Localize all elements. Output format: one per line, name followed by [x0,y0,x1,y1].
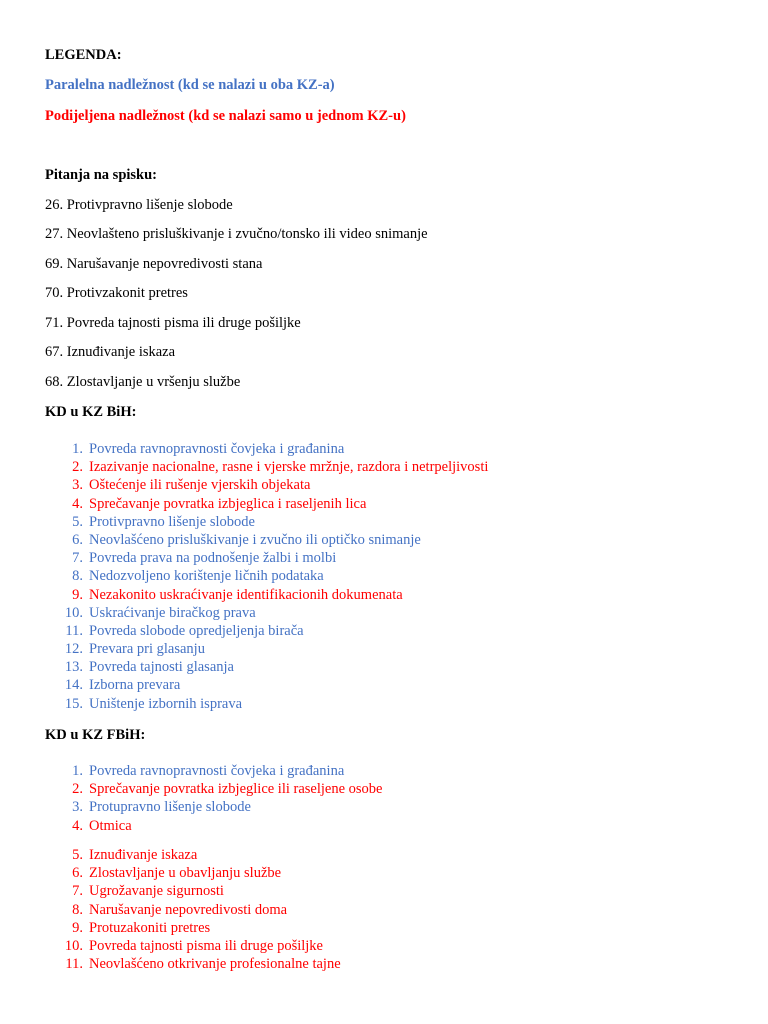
list-item-text: Izazivanje nacionalne, rasne i vjerske mržnje, razdora i netrpeljivosti [89,459,489,476]
list-item-text: Nezakonito uskraćivanje identifikacionih dokumenata [89,586,403,603]
list-item-text: Protuzakoniti pretres [89,919,211,936]
list-item-text: Uništenje izbornih isprava [89,695,243,712]
list-item-text: Izborna prevara [89,677,181,694]
question-item: 68. Zlostavljanje u vršenju službe [45,374,241,390]
list-item-text: Povreda tajnosti pisma ili druge pošiljke [89,937,323,954]
list-item-text: Zlostavljanje u obavljanju službe [89,865,282,882]
list-item-number: 8. [72,901,83,918]
list-item-number: 6. [72,865,83,882]
question-item: 69. Narušavanje nepovredivosti stana [45,256,263,272]
list-item-text: Prevara pri glasanju [89,641,205,658]
list-item-number: 14. [64,677,83,694]
question-item: 70. Protivzakonit pretres [45,285,188,301]
list-item-text: Oštećenje ili rušenje vjerskih objekata [89,477,311,494]
list-item-number: 11. [65,622,83,639]
list-item-text: Ugrožavanje sigurnosti [89,883,224,900]
list-item-number: 9. [72,919,83,936]
list-item-text: Neovlašćeno prisluškivanje i zvučno ili optičko snimanje [89,531,421,548]
list-item-text: Sprečavanje povratka izbjeglice ili raseljene osobe [89,781,383,798]
list-item-number: 4. [72,495,83,512]
list-item-number: 2. [72,781,83,798]
question-item: 67. Iznuđivanje iskaza [45,344,176,360]
list-item-number: 10. [64,604,83,621]
list-item-text: Protupravno lišenje slobode [89,799,251,816]
questions-title: Pitanja na spisku: [45,167,158,183]
question-item: 27. Neovlašteno prisluškivanje i zvučno/tonsko ili video snimanje [45,226,428,242]
list-item-number: 9. [72,586,83,603]
list-item-number: 1. [72,763,83,779]
list-item-number: 1. [72,441,83,457]
list-item-number: 15. [64,695,83,712]
list-item-text: Povreda ravnopravnosti čovjeka i građanina [89,763,345,779]
legend-divided: Podijeljena nadležnost (kd se nalazi samo u jednom KZ-u) [45,108,406,124]
list-item-number: 5. [72,513,83,530]
legend-title: LEGENDA: [45,47,122,63]
list-item-text: Neovlašćeno otkrivanje profesionalne tajne [89,956,341,973]
list-item-text: Povreda slobode opredjeljenja birača [89,622,304,639]
list-item-text: Povreda prava na podnošenje žalbi i molbi [89,550,337,567]
list-item-text: Nedozvoljeno korištenje ličnih podataka [89,568,324,585]
list-item-number: 6. [72,531,83,548]
list-item-number: 11. [65,956,83,973]
list-item-text: Otmica [89,817,132,834]
list-item-number: 3. [72,799,83,816]
list-item-text: Uskraćivanje biračkog prava [89,604,256,621]
list-item-number: 12. [64,641,83,658]
list-item-text: Narušavanje nepovredivosti doma [89,901,288,918]
list-item-number: 10. [64,937,83,954]
list-item-number: 7. [72,883,83,900]
question-item: 26. Protivpravno lišenje slobode [45,197,233,213]
kz-fbih-title: KD u KZ FBiH: [45,727,146,743]
list-item-number: 7. [72,550,83,567]
list-item-text: Protivpravno lišenje slobode [89,513,255,530]
list-item-number: 8. [72,568,83,585]
list-item-number: 3. [72,477,83,494]
list-item-number: 5. [72,847,83,863]
kz-bih-title: KD u KZ BiH: [45,404,137,420]
list-item-text: Sprečavanje povratka izbjeglica i raseljenih lica [89,495,367,512]
list-item-text: Iznuđivanje iskaza [89,847,198,863]
list-item-text: Povreda tajnosti glasanja [89,659,234,676]
list-item-number: 13. [64,659,83,676]
list-item-number: 4. [72,817,83,834]
legend-parallel: Paralelna nadležnost (kd se nalazi u oba KZ-a) [45,77,335,93]
question-item: 71. Povreda tajnosti pisma ili druge pošiljke [45,315,301,331]
list-item-text: Povreda ravnopravnosti čovjeka i građanina [89,441,345,457]
list-item-number: 2. [72,459,83,476]
